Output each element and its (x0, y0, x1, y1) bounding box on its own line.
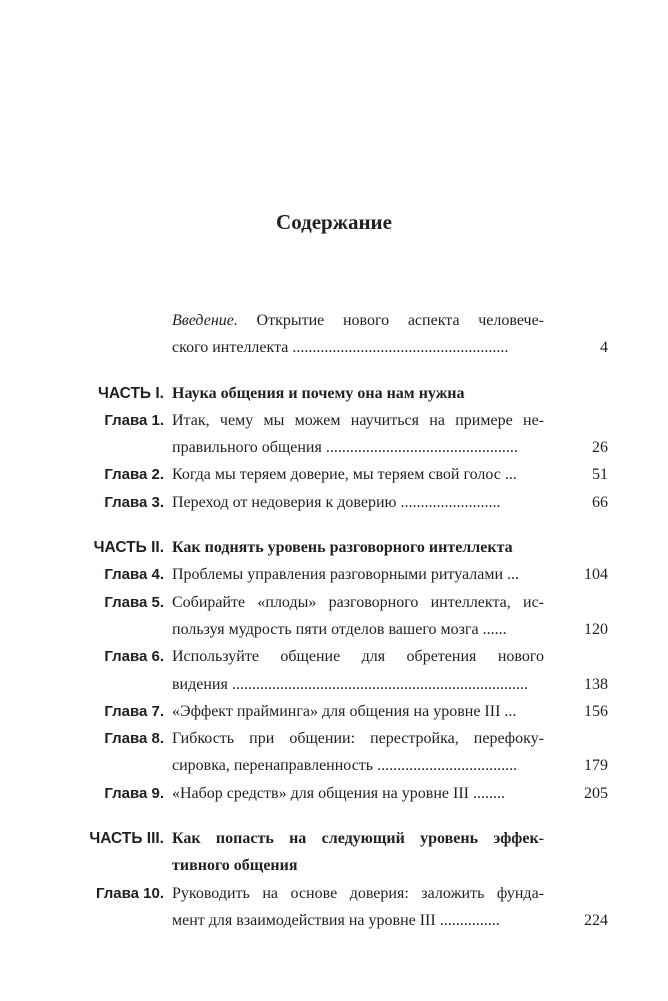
entry-title-text: «Эффект прайминга» для общения на уровне III ... (172, 702, 517, 720)
entry-label (80, 307, 164, 362)
entry-title-line (172, 698, 544, 725)
page-number: 26 (592, 439, 608, 457)
page-number: 51 (592, 466, 608, 484)
entry-title-line (172, 752, 544, 779)
page-number: 66 (592, 493, 608, 511)
toc-chapter (80, 880, 608, 935)
entry-title (172, 780, 544, 807)
page-number: 120 (584, 620, 608, 638)
entry-title (172, 880, 544, 935)
entry-label: Глава 6. (104, 648, 164, 666)
entry-title-text: Наука общения и почему она нам нужна (172, 384, 465, 402)
entry-title (172, 307, 544, 362)
entry-title-text: правильного общения ................................................ (172, 439, 518, 457)
toc-chapter (80, 698, 608, 725)
entry-label: ЧАСТЬ III. (89, 830, 164, 848)
entry-title-text: тивного общения (172, 857, 298, 875)
entry-label: Глава 3. (104, 493, 164, 511)
entry-title-line (172, 671, 544, 698)
entry-title-line (172, 407, 544, 434)
entry-label: Глава 9. (104, 784, 164, 802)
entry-title-text: Когда мы теряем доверие, мы теряем свой голос ... (172, 466, 517, 484)
entry-title-text: ского интеллекта ...................................................... (172, 339, 509, 357)
entry-title-line (172, 880, 544, 907)
entry-title-text: сировка, перенаправленность ................................... (172, 757, 518, 775)
entry-title (172, 380, 544, 407)
entry-title (172, 561, 544, 588)
entry-title (172, 725, 544, 780)
entry-title-line (172, 489, 544, 516)
entry-title-line (172, 780, 544, 807)
entry-label: Глава 8. (104, 730, 164, 748)
page-number: 205 (584, 784, 608, 802)
page-number: 138 (584, 675, 608, 693)
entry-title (172, 489, 544, 516)
page-number: 224 (584, 911, 608, 929)
entry-title-line (172, 380, 544, 407)
entry-title-text: мент для взаимодействия на уровне III ............... (172, 911, 500, 929)
entry-title (172, 825, 544, 880)
entry-label: ЧАСТЬ II. (93, 539, 164, 557)
entry-title-text: пользуя мудрость пяти отделов вашего мозга ...... (172, 620, 507, 638)
entry-title-text: «Набор средств» для общения на уровне III ........ (172, 784, 505, 802)
toc-chapter (80, 643, 608, 698)
entry-title-text: Как поднять уровень разговорного интеллекта (172, 539, 513, 557)
entry-title-line (172, 825, 544, 852)
entry-label: Глава 4. (104, 566, 164, 584)
table-of-contents (80, 307, 608, 934)
entry-label: Глава 1. (104, 411, 164, 429)
entry-title-text: Собирайте «плоды» разговорного интеллекта, ис- (172, 593, 544, 611)
entry-title-text: Проблемы управления разговорными ритуалами ... (172, 566, 520, 584)
entry-title (172, 461, 544, 488)
entry-title (172, 698, 544, 725)
toc-chapter (80, 489, 608, 516)
entry-title-line (172, 616, 544, 643)
toc-part (80, 825, 592, 880)
page-number: 156 (584, 702, 608, 720)
page-number: 179 (584, 757, 608, 775)
entry-title-line (172, 725, 544, 752)
toc-chapter (80, 589, 608, 644)
entry-label: Глава 2. (104, 466, 164, 484)
toc-chapter (80, 561, 608, 588)
toc-part (80, 380, 592, 407)
entry-title-line (172, 334, 544, 361)
entry-title-line (172, 307, 544, 334)
entry-title (172, 643, 544, 698)
entry-title (172, 407, 544, 462)
entry-title-text: видения .......................................................................... (172, 675, 528, 693)
entry-label: Глава 10. (95, 884, 164, 902)
entry-title (172, 534, 544, 561)
entry-label: Глава 5. (104, 593, 164, 611)
intro-label: Введение. (172, 312, 238, 329)
entry-title-line (172, 643, 544, 670)
entry-title-text: Переход от недоверия к доверию ......................... (172, 493, 501, 511)
entry-title-line (172, 434, 544, 461)
entry-title-text: Используйте общение для обретения нового (172, 648, 544, 666)
entry-title-line (172, 907, 544, 934)
entry-label: ЧАСТЬ I. (97, 384, 164, 402)
entry-title-line (172, 534, 544, 561)
entry-title-line (172, 589, 544, 616)
entry-title (172, 589, 544, 644)
entry-label: Глава 7. (104, 702, 164, 720)
page-title: Содержание (276, 210, 392, 234)
toc-introduction (80, 307, 608, 362)
page-number: 4 (600, 339, 608, 357)
entry-title-text: Руководить на основе доверия: заложить фунда- (172, 884, 544, 902)
entry-title-line (172, 852, 544, 879)
toc-chapter (80, 407, 608, 462)
entry-title-text: Гибкость при общении: перестройка, перефоку- (172, 730, 544, 748)
entry-title-text: Открытие нового аспекта человече- (256, 312, 544, 329)
toc-chapter (80, 461, 608, 488)
entry-title-text: Итак, чему мы можем научиться на примере не- (172, 411, 544, 429)
entry-title-text: Как попасть на следующий уровень эффек- (172, 830, 544, 848)
entry-title-line (172, 561, 544, 588)
toc-chapter (80, 725, 608, 780)
toc-part (80, 534, 592, 561)
page-number: 104 (584, 566, 608, 584)
entry-title-line (172, 461, 544, 488)
toc-chapter (80, 780, 608, 807)
